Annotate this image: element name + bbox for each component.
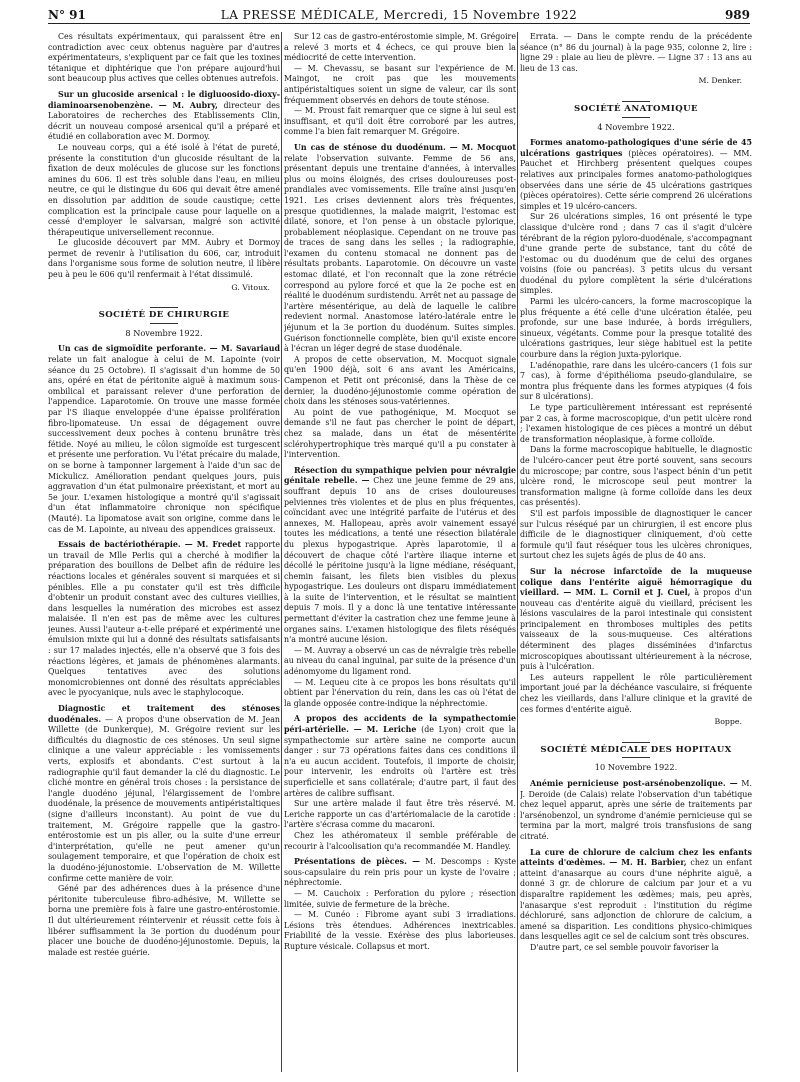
- article-bacteriotherapie: [48, 540, 280, 699]
- paragraph: A propos de cette observation, M. Mocquot signale qu'en 1900 déjà, soit 6 ans avant les Américains, Campenon et Petit ont préconisé, dans la Thèse de ce dernier, la duodéno-jéjunostomie comme opération de choix dans les sténoses sous-vatériennes.: [284, 354, 516, 407]
- article-body: Chez une jeune femme de 29 ans, souffrant depuis 10 ans de crises douloureuses pelviennes très violentes et de plus en plus fréquentes, coïncidant avec une intégrité parfaite de l'utérus et des annexes, M. Hallopeau, après avoir vainement essayé toutes les médications, a tenté une résection bilatérale du plexus hypogastrique. Après laparotomie, il a découvert de chaque côté l'artère iliaque interne et décollé le péritoine jusqu'à la ligne médiane, réséquant, chemin faisant, les filets bien visibles du plexus hypogastrique. Les douleurs ont disparu immédiatement à la suite de l'intervention, et le résultat se maintient depuis 7 mois. Il y a donc là une tentative intéressante permettant d'éviter la castration chez une femme jeune à organes sains. L'examen histologique des filets réséqués n'a montré aucune lésion.: [284, 476, 516, 645]
- article-body: — A propos d'une observation de M. Jean Willette (de Dunkerque), M. Grégoire revient sur les difficultés du diagnostic de ces sténoses. Un seul signe clinique a une valeur appréciable : les vomissements verts, explosifs et abondants. C'est surtout à la radiographie qu'il faut demander la clé du diagnostic. Le cliché montre en général trois choses : la persistance de l'angle duodéno jéjunal, l'élargissement de l'ombre duodénale, la présence de mouvements antipéristaltiques (signe d'ailleurs inconstant). Au point de vue du traitement, M. Grégoire rappelle que la gastro-entérostomie est un pis aller, ou la suite d'une erreur d'interprétation, qu'elle ne peut amener qu'un soulagement temporaire, et que l'opération de choix est la duodéno-jéjunostomie. L'observation de M. Willette confirme cette manière de voir.: [48, 714, 280, 883]
- column-2: [284, 32, 516, 1077]
- paragraph: — M. Proust fait remarquer que ce signe à lui seul est insuffisant, et qu'il doit être corroboré par les autres, comme l'a bien fait remarquer M. Grégoire.: [284, 106, 516, 137]
- article-heading: Un cas de sténose du duodénum. — M. Mocquot: [294, 142, 516, 152]
- column-1: [48, 32, 280, 1077]
- paragraph: — M. Chevassu, se basant sur l'expérience de M. Maingot, ne croit pas que les mouvements antipéristaltiques soient un signe de valeur, car ils sont fréquemment observés en dehors de toute sténose.: [284, 63, 516, 105]
- article-heading: A propos des accidents de la sympathectomie péri-artérielle. — M. Leriche: [284, 714, 516, 734]
- paragraph: Le nouveau corps, qui a été isolé à l'état de pureté, présente la constitution d'un glucoside résultant de la fixation de deux molécules de glucose sur les fonctions amines du 606. Il est très soluble dans l'eau, en milieu neutre, ce qui le distingue du 606 qui devait être amené en dissolution par addition de soude caustique; cette complication est la principale cause pour laquelle on a cessé d'employer le salvarsan, malgré son activité thérapeutique universellement reconnue.: [48, 142, 280, 237]
- paragraph: Chez les athéromateux il semble préférable de recourir à l'alcoolisation qu'a recommandée M. Handley.: [284, 830, 516, 851]
- article-body: directeur des Laboratoires de recherches des Etablissements Clin, décrit un nouveau composé arsenical qu'il a préparé et étudié en collaboration avec M. Dormoy.: [48, 100, 280, 142]
- article-heading: Sur la nécrose infarctoïde de la muqueuse colique dans l'entérite aiguë hémorragique du vieillard. — MM. L. Cornil et J. Cuel,: [520, 566, 752, 598]
- article-stenoses: [48, 704, 280, 884]
- column-divider: [281, 32, 282, 1072]
- article-body: (de Lyon) croit que la sympathectomie sur artère saine ne comporte aucun danger : sur 73 opérations faites dans ces conditions il n'a eu aucun accident. Toutefois, il importe de choisir, pour intervenir, les endroits où l'artère est très superficielle et sans collatérale; d'autre part, il faut des artères de calibre suffisant.: [284, 725, 516, 798]
- column-divider: [517, 32, 518, 1072]
- article-sympathectomie: [284, 714, 516, 799]
- article-heading: Anémie pernicieuse post-arsénobenzolique. —: [530, 779, 738, 788]
- article-heading: Un cas de sigmoïdite perforante. — M. Savariaud: [58, 344, 280, 354]
- section-heading: SOCIÉTÉ MÉDICALE DES HOPITAUX: [520, 742, 752, 759]
- article-anemie: [520, 779, 752, 843]
- paragraph: Sur 26 ulcérations simples, 16 ont présenté le type classique d'ulcère rond ; dans 7 cas il s'agit d'ulcère térébrant de la région pyloro-duodénale, s'accompagnant d'une grande perte de substance, tant du côté de l'estomac ou du duodénum que de celui des organes voisins (foie ou pancréas). 3 petits ulcus du versant duodénal du pylore complètent la série d'ulcérations simples.: [520, 212, 752, 296]
- section-heading: SOCIÉTÉ ANATOMIQUE: [520, 101, 752, 118]
- paragraph: Ces résultats expérimentaux, qui paraissent être en contradiction avec ceux obtenus naguère par d'autres expérimentateurs, s'expliquent par ce fait que les toxines tétanique et diphtérique que l'on prépare aujourd'hui sont beaucoup plus actives que celles obtenues autrefois.: [48, 32, 280, 84]
- paragraph: Dans la forme macroscopique habituelle, le diagnostic de l'ulcéro-cancer peut être porté souvent, sans secours du microscope; par contre, sous l'aspect bénin d'un petit ulcère rond, le microscope seul peut montrer la transformation maligne (à forme colloïde dans les deux cas présentés).: [520, 445, 752, 508]
- paragraph: S'il est parfois impossible de diagnostiquer le cancer sur l'ulcus réséqué par un chirurgien, il est encore plus difficile de le diagnostiquer cliniquement, d'où cette formule qu'il faut réséquer tous les ulcères chroniques, surtout chez les sujets âgés de plus de 40 ans.: [520, 508, 752, 561]
- article-heading: Résection du sympathique pelvien pour névralgie génitale rebelle. —: [284, 465, 516, 486]
- paragraph: — M. Lequeu cite à ce propos les bons résultats qu'il obtient par l'énervation du rein, dans les cas où l'état de la glande opposée contre-indique la néphrectomie.: [284, 677, 516, 708]
- page-header: [48, 8, 750, 24]
- article-heading: Essais de bactériothérapie. — M. Fredet: [58, 540, 242, 550]
- article-glucoside: [48, 90, 280, 143]
- article-sigmoidite: [48, 344, 280, 535]
- section-date: 10 Novembre 1922.: [594, 762, 678, 773]
- paragraph: Au point de vue pathogénique, M. Mocquot se demande s'il ne faut pas chercher le point de départ, chez sa malade, dans un état de mésentérite sclérohypertrophique très marqué qu'il a pu constater à l'intervention.: [284, 407, 516, 460]
- article-chlorure: [520, 848, 752, 943]
- paragraph: D'autre part, ce sel semble pouvoir favoriser la: [530, 942, 719, 952]
- paragraph: — M. Cunéo : Fibrome ayant subi 3 irradiations. Lésions très étendues. Adhérences inextricables. Friabilité de la vessie. Exérèse des plus laborieuses. Rupture vésicale. Collapsus et mort.: [284, 910, 516, 951]
- article-heading: La cure de chlorure de calcium chez les enfants atteints d'œdèmes. — M. H. Barbier,: [520, 847, 752, 868]
- paragraph: Parmi les ulcéro-cancers, la forme macroscopique la plus fréquente a été celle d'une ulcération étalée, peu profonde, sur une base indurée, à bords irréguliers, sinueux, végétants. Comme pour la presque totalité des ulcérations gastriques, leur siège habituel est la petite courbure dans la région juxta-pylorique.: [520, 297, 752, 360]
- article-body: à propos d'un nouveau cas d'entérite aiguë du vieillard, précisent les lésions vasculaires de la paroi intestinale qui consistent principalement en thromboses multiples des petits vaisseaux de la sous-muqueuse. Ces altérations déterminent des plages disséminées d'infarctus microscopiques aboutissant ultérieurement à la nécrose, puis à l'ulcération.: [520, 588, 752, 672]
- article-body: chez un enfant atteint d'anasarque au cours d'une néphrite aiguë, a donné 3 gr. de chlorure de calcium par jour et a vu disparaître rapidement les œdèmes; mais, peu après, l'anasarque s'est reproduit : l'institution du régime déchloruré, sans adjonction de chlorure de calcium, a amené sa disparition. Les conditions physico-chimiques dans lesquelles agit ce sel de calcium sont très obscures.: [520, 858, 752, 942]
- article-stenose-duodenum: [284, 143, 516, 355]
- paragraph: Sur une artère malade il faut être très réservé. M. Leriche rapporte un cas d'artériomalacie de la carotide : l'artère s'écrasa comme du macaroni.: [284, 799, 516, 830]
- article-body: M. Descomps : Kyste sous-capsulaire du rein pris pour un kyste de l'ovaire ; néphrectomie.: [284, 857, 516, 888]
- section-date: 8 Novembre 1922.: [125, 327, 203, 338]
- journal-title: LA PRESSE MÉDICALE, Mercredi, 15 Novembre 1922: [220, 8, 578, 22]
- article-body: (pièces opératoires). — MM. Pauchet et Hirchberg présentent quelques coupes relatives aux principales formes anatomo-pathologiques observées dans une série de 45 ulcérations gastriques (pièces opératoires). Cette série comprend 26 ulcérations simples et 19 ulcéro-cancers.: [520, 148, 752, 211]
- page-number: 989: [724, 8, 750, 22]
- paragraph: L'adénopathie, rare dans les ulcéro-cancers (1 fois sur 7 cas), à forme d'épithélioma pseudo-glandulaire, se montra plus fréquente dans les formes atypiques (4 fois sur 8 ulcérations).: [520, 360, 752, 402]
- article-heading: Diagnostic et traitement des sténoses duodénales.: [48, 704, 280, 724]
- signature: G. Vitoux.: [231, 282, 270, 292]
- paragraph: — M. Auvray a observé un cas de névralgie très rebelle au niveau du canal inguinal, par suite de la présence d'un adénomyome du ligament rond.: [284, 645, 516, 677]
- article-heading: Présentations de pièces. —: [294, 857, 420, 867]
- article-body: relate un fait analogue à celui de M. Lapointe (voir séance du 25 Octobre). Il s'agissait d'un homme de 50 ans, opéré en état de péritonite aiguë à maximum sous-ombilical et paraissant relever d'une perforation de l'appendice. Laparotomie. On trouve une masse formée par l'S iliaque enveloppée d'une épaisse prolifération fibro-lipomateuse. Un essai de dégagement ouvre successivement deux poches à contenu brunâtre très fétide. Noyé au milieu, le côlon sigmoïde est turgescent et présente une perforation. Vu l'état précaire du malade, on se borne à tamponner largement à l'aide d'un sac de Mickulicz. Amélioration pendant quelques jours, puis aggravation d'un état pulmonaire préexistant, et mort au 5e jour. L'examen histologique a montré qu'il s'agissait d'un état inflammatoire chronique non spécifique (Mauté). La lipomatose avait son origine, comme dans le cas de M. Lapointe, au niveau des appendices graisseux.: [48, 355, 280, 534]
- column-3: [520, 32, 752, 1077]
- article-ulcerations: [520, 138, 752, 212]
- signature: Boppe.: [714, 717, 742, 727]
- section-date: 4 Novembre 1922.: [597, 121, 675, 132]
- article-presentations: [284, 857, 516, 889]
- section-heading: SOCIÉTÉ DE CHIRURGIE: [48, 307, 280, 324]
- article-necrose: [520, 567, 752, 673]
- signature: M. Denker.: [698, 76, 742, 86]
- article-body: rapporte un travail de Mlle Perlis qui a cherché à modifier la préparation des bouillons de Delbet afin de réduire les réactions locales et générales souvent si marquées et si pénibles. Elle a pu constater qu'il est très difficile d'obtenir un produit constant avec des cultures vieillies, dans lesquelles la numération des microbes est assez malaisée. Il n'en est pas de même avec les cultures jeunes. Aussi l'auteur a-t-elle préparé et expérimenté une émulsion mixte qui lui a donné des résultats satisfaisants : sur 17 malades injectés, elle n'a observé que 3 fois des réactions légères, et jamais de phénomènes alarmants. Quelques tentatives avec des solutions monomicrobiennes ont donné des résultats appréciables avec le pyocyanique, nuls avec le staphylocoque.: [48, 540, 280, 698]
- paragraph: — M. Cauchoix : Perforation du pylore ; résection limitée, suivie de fermeture de la brèche.: [284, 888, 516, 909]
- article-body: M. J. Deroide (de Calais) relate l'observation d'un tabétique chez lequel apparut, après une série de traitements par l'arsénobenzol, un syndrome d'anémie pernicieuse qui se termina par la mort, malgré trois transfusions de sang citraté.: [520, 779, 752, 841]
- issue-number: N° 91: [48, 8, 86, 22]
- paragraph: Le glucoside découvert par MM. Aubry et Dormoy permet de revenir à l'utilisation du 606, car, introduit dans l'organisme sous forme de solution neutre, il libère peu à peu le 606 qu'il renfermait à l'état dissimulé.: [48, 238, 280, 280]
- paragraph: Le type particulièrement intéressant est représenté par 2 cas, à forme macroscopique, d'un petit ulcère rond ; l'examen histologique de ces pièces a montré un début de transformation néoplasique, à forme colloïde.: [520, 403, 752, 444]
- paragraph: Géné par des adhérences dues à la présence d'une péritonite tuberculeuse fibro-adhésive, M. Willette se bornа une première fois à faire une gastro-entérostomie. Il dut ultérieurement réintervenir et réussit cette fois à libérer suffisamment la 3e portion du duodénum pour placer une bouche de duodéno-jéjunostomie. Depuis, la malade est restée guérie.: [48, 884, 280, 957]
- article-heading: Formes anatomo-pathologiques d'une série de 45 ulcérations gastriques: [520, 138, 752, 158]
- paragraph: Les auteurs rappellent le rôle particulièrement important joué par la déchéance vasculaire, si fréquente chez les vieillards, dans l'allure clinique et la gravité de ces formes d'entérite aiguë.: [520, 672, 752, 714]
- article-heading: Sur un glucoside arsenical : le digluoosido-dioxy-diaminoarsenobenzène. — M. Aubry,: [48, 89, 280, 110]
- paragraph: Sur 12 cas de gastro-entérostomie simple, M. Grégoire a relevé 3 morts et 4 échecs, ce qui prouve bien la médiocrité de cette intervention.: [284, 32, 516, 63]
- article-sympathique: [284, 466, 516, 646]
- article-body: relate l'observation suivante. Femme de 56 ans, présentant depuis une trentaine d'années, à intervalles plus ou moins éloignés, des crises douloureuses post-prandiales avec vomissements. Elle traîne ainsi jusqu'en 1921. Les crises deviennent alors très fréquentes, presque quotidiennes, la malade maigrit, l'estomac est dilaté, sonore, et l'on pense à un obstacle pylorique, probablement néoplasique. Cependant on ne trouve pas de traces de sang dans les selles ; la radiographie, l'examen du contenu stomacal ne donnent pas de résultats probants. Laparotomie. On découvre un vaste estomac dilaté, et l'on reconnaît que la zone rétrécie correspond au pylore forcé et que la 2e poche est en réalité le duodénum surdistendu. Arrêt net au passage de l'artère mésentérique, au delà de laquelle le calibre redevient normal. Anastomose latéro-latérale entre le jéjunum et la 3e portion du duodénum. Suites simples. Guérison fonctionnelle complète, bien qu'il existe encore à l'écran un léger degré de stase duodénale.: [284, 153, 516, 354]
- errata: Errata. — Dans le compte rendu de la précédente séance (n° 86 du journal) à la page 935, colonne 2, lire : ligne 29 : plaie au lieu de plèvre. — Ligne 37 : 13 ans au lieu de 13 cas.: [520, 32, 752, 73]
